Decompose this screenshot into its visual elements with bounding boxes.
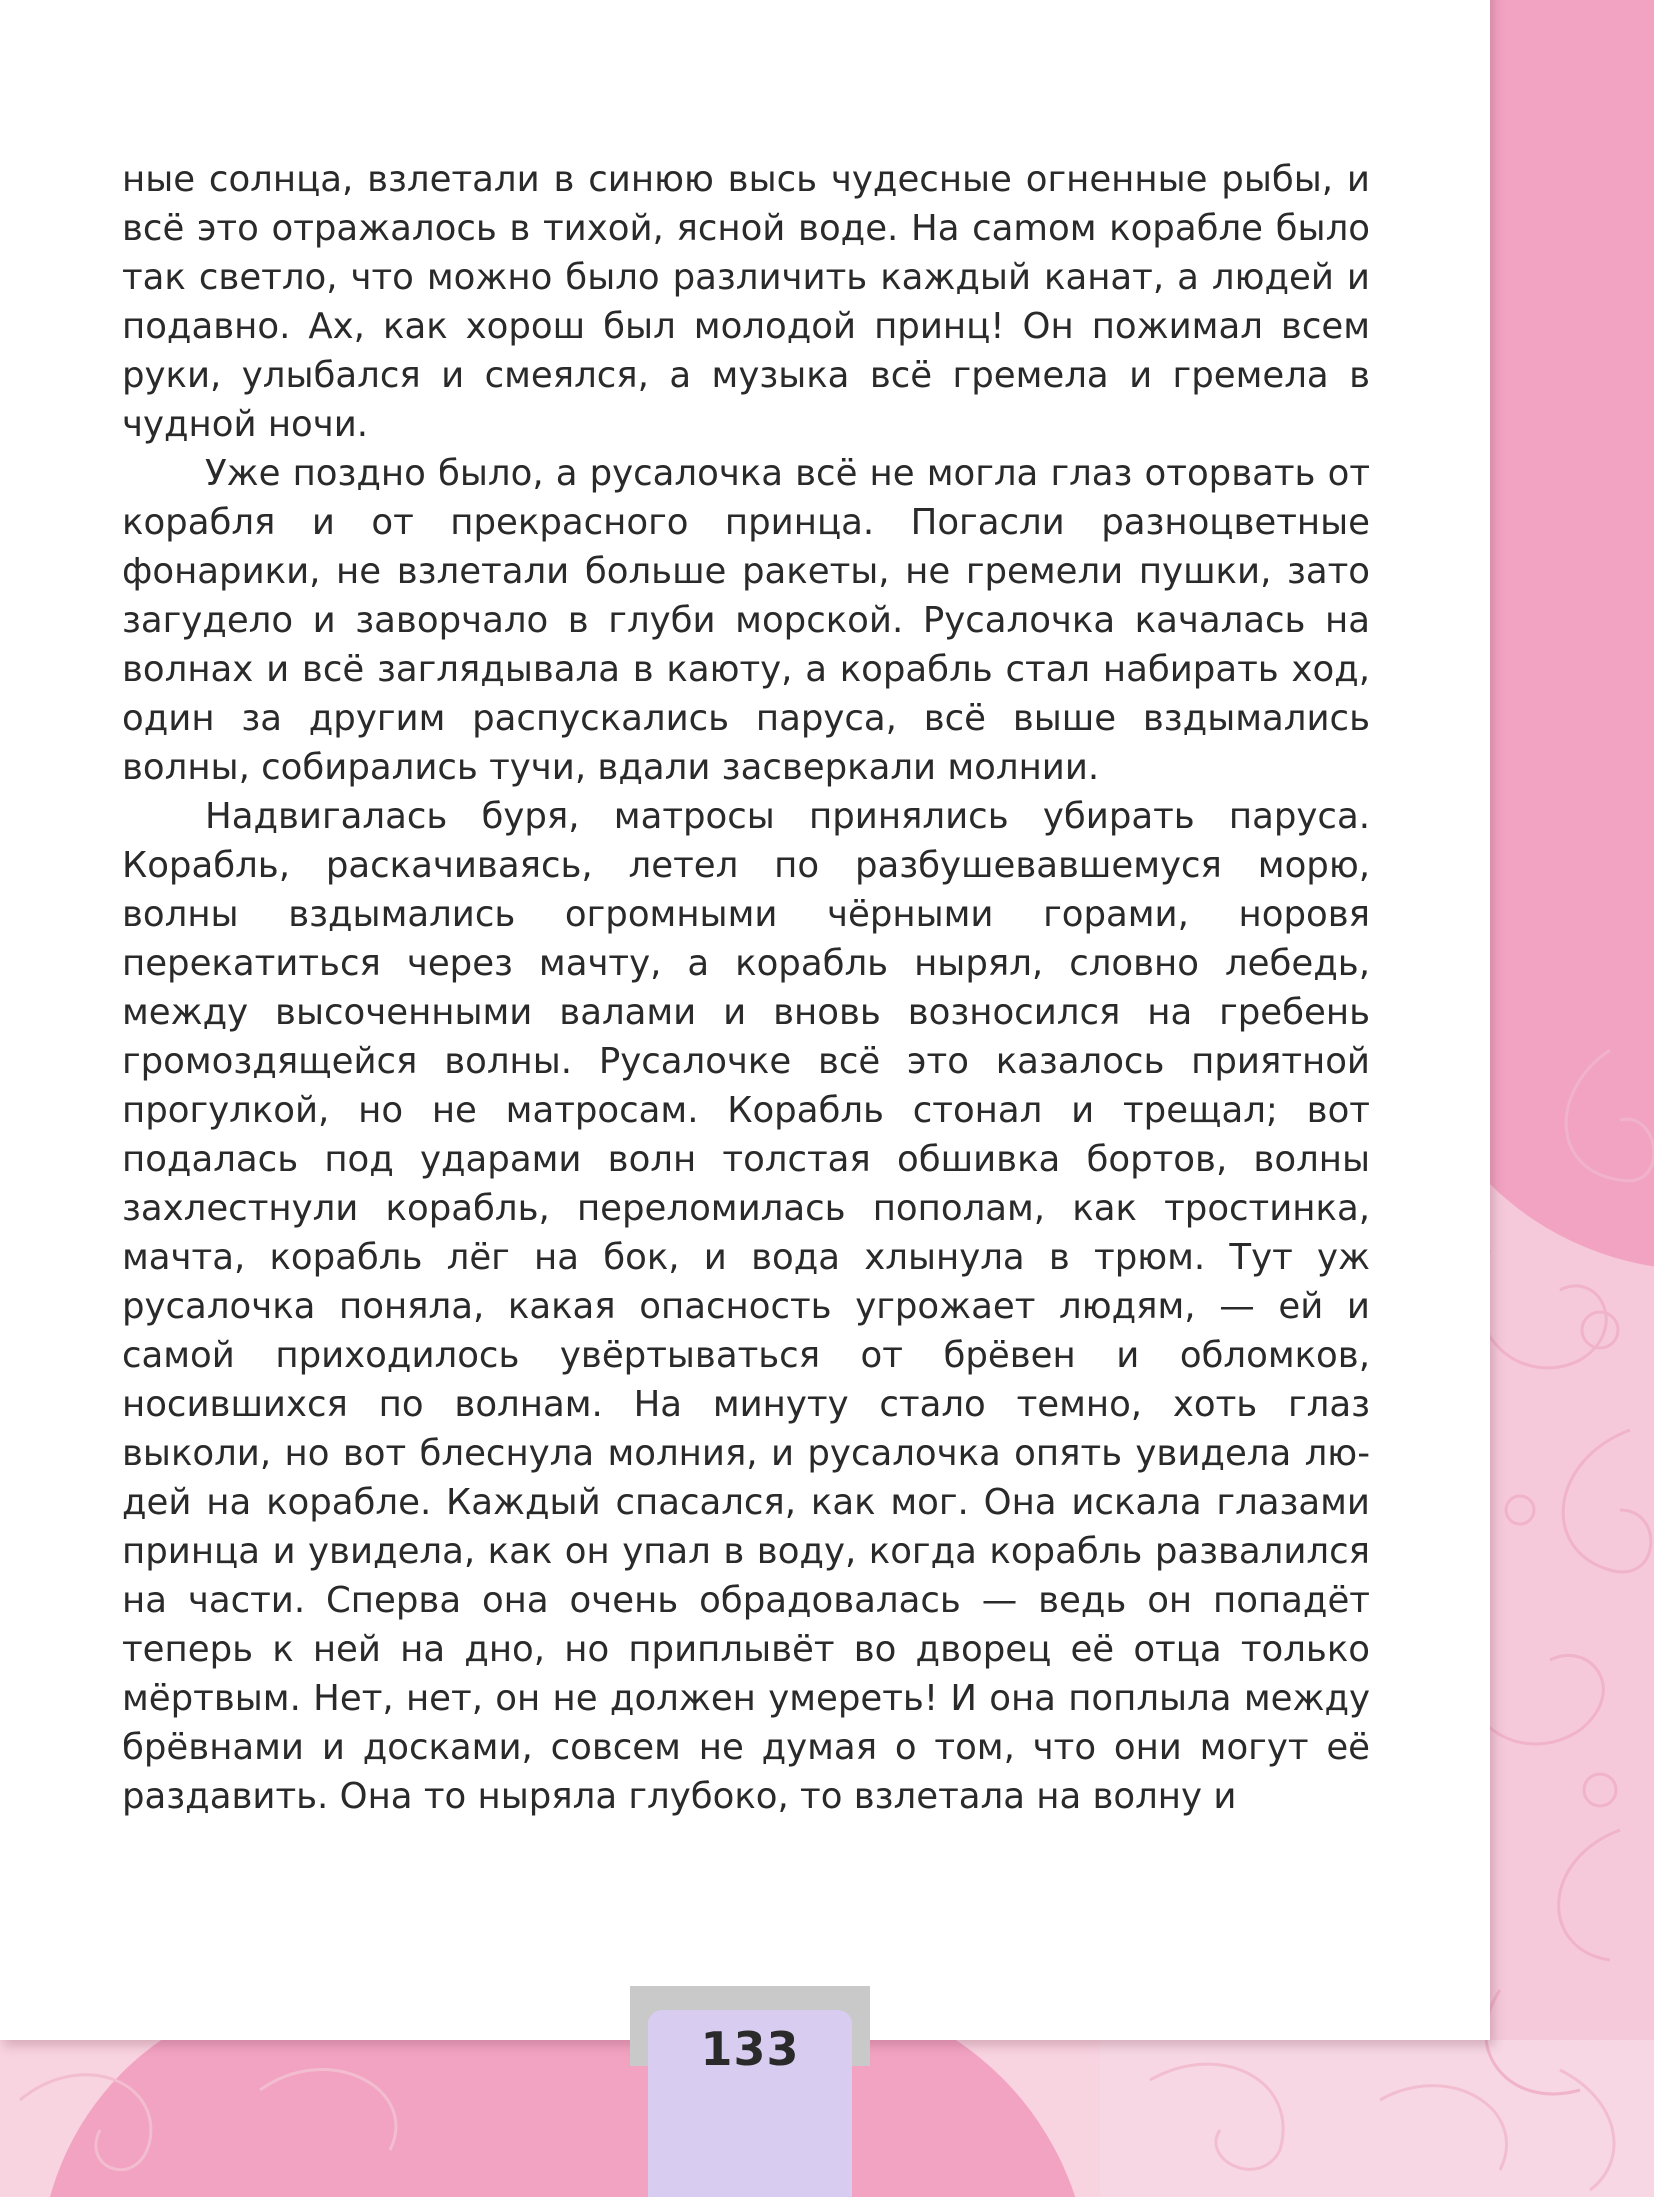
- page-number: 133: [700, 2022, 800, 2076]
- paragraph-3: Надвигалась буря, матросы принялись убирать паруса. Корабль, раскачиваясь, летел по разбушевавшемуся морю, волны вздымались огромными чёрными горами, норовя перекатиться через мачту, а корабль нырял, словно лебедь, между высоченными валами и вновь возносился на гребень громоздящейся волны. Русалочке всё это казалось приятной прогулкой, но не матросам. Корабль стонал и трещал; вот подалась под ударами волн толстая обшивка бортов, волны захлестнули корабль, переломилась пополам, как тростинка, мачта, корабль лёг на бок, и вода хлынула в трюм. Тут уж русалочка поняла, какая опасность угрожает людям, — ей и самой приходилось увёртываться от брёвен и обломков, носившихся по волнам. На минуту стало темно, хоть глаз выколи, но вот блеснула молния, и русалочка опять увидела людей на корабле. Каждый спасался, как мог. Она искала глазами принца и увидела, как он упал в воду, когда корабль развалился на части. Сперва она очень обрадовалась — ведь он попадёт теперь к ней на дно, но приплывёт во дворец её отца только мёртвым. Нет, нет, он не должен умереть! И она поплыла между брёвнами и досками, совсем не думая о том, что они могут её раздавить. Она то ныряла глубоко, то взлетала на волну и: [122, 796, 1370, 1817]
- paragraph-2: Уже поздно было, а русалочка всё не могла глаз оторвать от корабля и от прекрасного принца. Погасли разноцветные фонарики, не взлетали больше ракеты, не гремели пушки, зато загудело и заворчало в глуби морской. Русалочка качалась на волнах и всё заглядывала в каюту, а корабль стал набирать ход, один за другим распускались паруса, всё выше вздымались волны, собирались тучи, вдали засверкали молнии.: [122, 453, 1370, 788]
- paragraph-1: ные солнца, взлетали в синюю высь чудесные огненные рыбы, и всё это отражалось в тихой, ясной воде. На саmом корабле было так светло, что можно было различить каждый канат, а людей и подавно. Ах, как хорош был молодой принц! Он пожимал всем руки, улыбался и смеялся, а музыка всё гремела и гремела в чудной ночи.: [122, 159, 1370, 445]
- story-text: [122, 155, 1370, 1821]
